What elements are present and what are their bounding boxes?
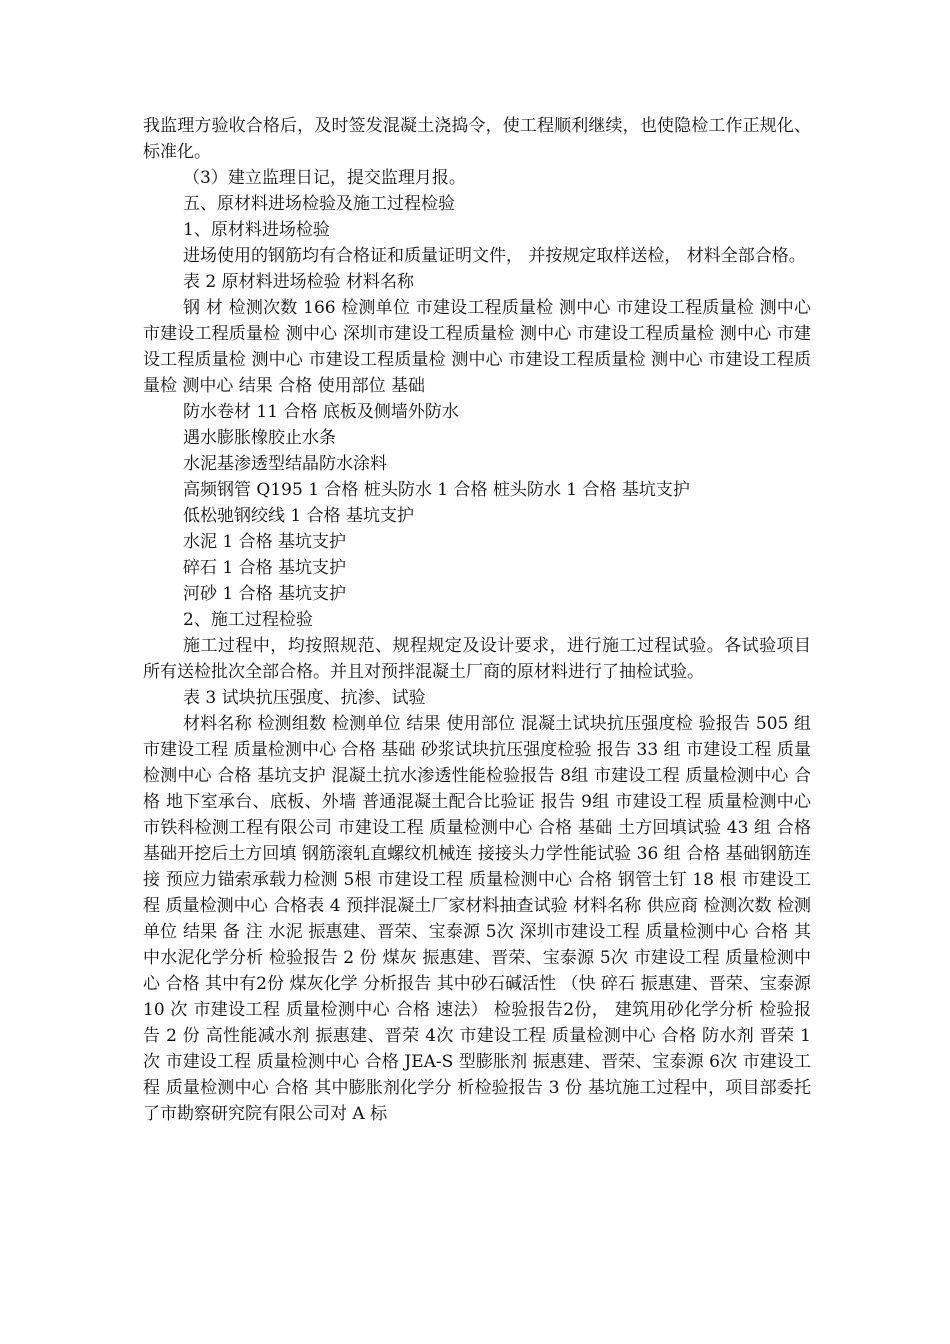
table-2-waterproof-row: 防水卷材 11 合格 底板及侧墙外防水	[183, 402, 459, 422]
table-2-cement-row: 水泥 1 合格 基坑支护	[183, 532, 347, 552]
table-2-steel-row: 钢 材 检测次数 166 检测单位 市建设工程质量检 测中心 市建设工程质量检 测中心 市建设工程质量检 测中心 深圳市建设工程质量检 测中心 市建设工程质量检 测中心 市建设工程质量检 测中心 市建设工程质量检 测中心 市建设工程质量检 测中心 市建设工程质量检 测中心 结果 合格 使用部位 基础	[143, 298, 811, 396]
paragraph-steel-inspection: 进场使用的钢筋均有合格证和质量证明文件， 并按规定取样送检， 材料全部合格。	[183, 246, 806, 266]
table-3-and-4-body: 材料名称 检测组数 检测单位 结果 使用部位 混凝土试块抗压强度检 验报告 505 组 市建设工程 质量检测中心 合格 基础 砂浆试块抗压强度检验 报告 33 组 市建设工程 质量检测中心 合格 基坑支护 混凝土抗水渗透性能检验报告 8组 市建设工程 质量检测中心 合格 地下室承台、底板、外墙 普通混凝土配合比验证 报告 9组 市建设工程 质量检测中心 市铁科检测工程有限公司 市建设工程 质量检测中心 合格 基础 土方回填试验 43 组 合格 基础开挖后土方回填 钢筋滚轧直螺纹机械连 接接头力学性能试验 36 组 合格 基础钢筋连接 预应力锚索承载力检测 5根 市建设工程 质量检测中心 合格 钢管土钉 18 根 市建设工程 质量检测中心 合格表 4 预拌混凝土厂家材料抽查试验 材料名称 供应商 检测次数 检测单位 结果 备 注 水泥 振惠建、晋荣、宝泰源 5次 深圳市建设工程 质量检测中心 合格 其中水泥化学分析 检验报告 2 份 煤灰 振惠建、晋荣、宝泰源 5次 市建设工程 质量检测中心 合格 其中有2份 煤灰化学 分析报告 其中砂石碱活性 （快 碎石 振惠建、晋荣、宝泰源 10 次 市建设工程 质量检测中心 合格 速法） 检验报告2份， 建筑用砂化学分析 检验报告 2 份 高性能减水剂 振惠建、晋荣 4次 市建设工程 质量检测中心 合格 防水剂 晋荣 1次 市建设工程 质量检测中心 合格 JEA-S 型膨胀剂 振惠建、晋荣、宝泰源 6次 市建设工程 质量检测中心 合格 其中膨胀剂化学分 析检验报告 3 份 基坑施工过程中，项目部委托了市勘察研究院有限公司对 A 标	[143, 714, 811, 1124]
table-2-steel-pipe-row: 高频钢管 Q195 1 合格 桩头防水 1 合格 桩头防水 1 合格 基坑支护	[183, 480, 690, 500]
paragraph-process-testing: 施工过程中，均按照规范、规程规定及设计要求，进行施工过程试验。各试验项目所有送检批次全部合格。并且对预拌混凝土厂商的原材料进行了抽检试验。	[143, 636, 811, 682]
subsection-heading-2: 2、施工过程检验	[183, 610, 313, 630]
table-2-gravel-row: 碎石 1 合格 基坑支护	[183, 558, 347, 578]
document-page	[143, 113, 811, 1127]
section-heading-5: 五、原材料进场检验及施工过程检验	[183, 194, 455, 214]
paragraph-monitoring-diary: （3）建立监理日记，提交监理月报。	[183, 168, 466, 188]
table-2-caption: 表 2 原材料进场检验 材料名称	[183, 272, 415, 292]
table-2-strand-row: 低松驰钢绞线 1 合格 基坑支护	[183, 506, 415, 526]
table-2-waterstop-row: 遇水膨胀橡胶止水条	[183, 428, 336, 448]
table-2-sand-row: 河砂 1 合格 基坑支护	[183, 584, 347, 604]
paragraph-continuation: 我监理方验收合格后，及时签发混凝土浇捣令，使工程顺利继续，也使隐检工作正规化、标准化。	[143, 116, 811, 162]
subsection-heading-1: 1、原材料进场检验	[183, 220, 330, 240]
table-3-caption: 表 3 试块抗压强度、抗渗、试验	[183, 688, 426, 708]
table-2-coating-row: 水泥基渗透型结晶防水涂料	[183, 454, 387, 474]
